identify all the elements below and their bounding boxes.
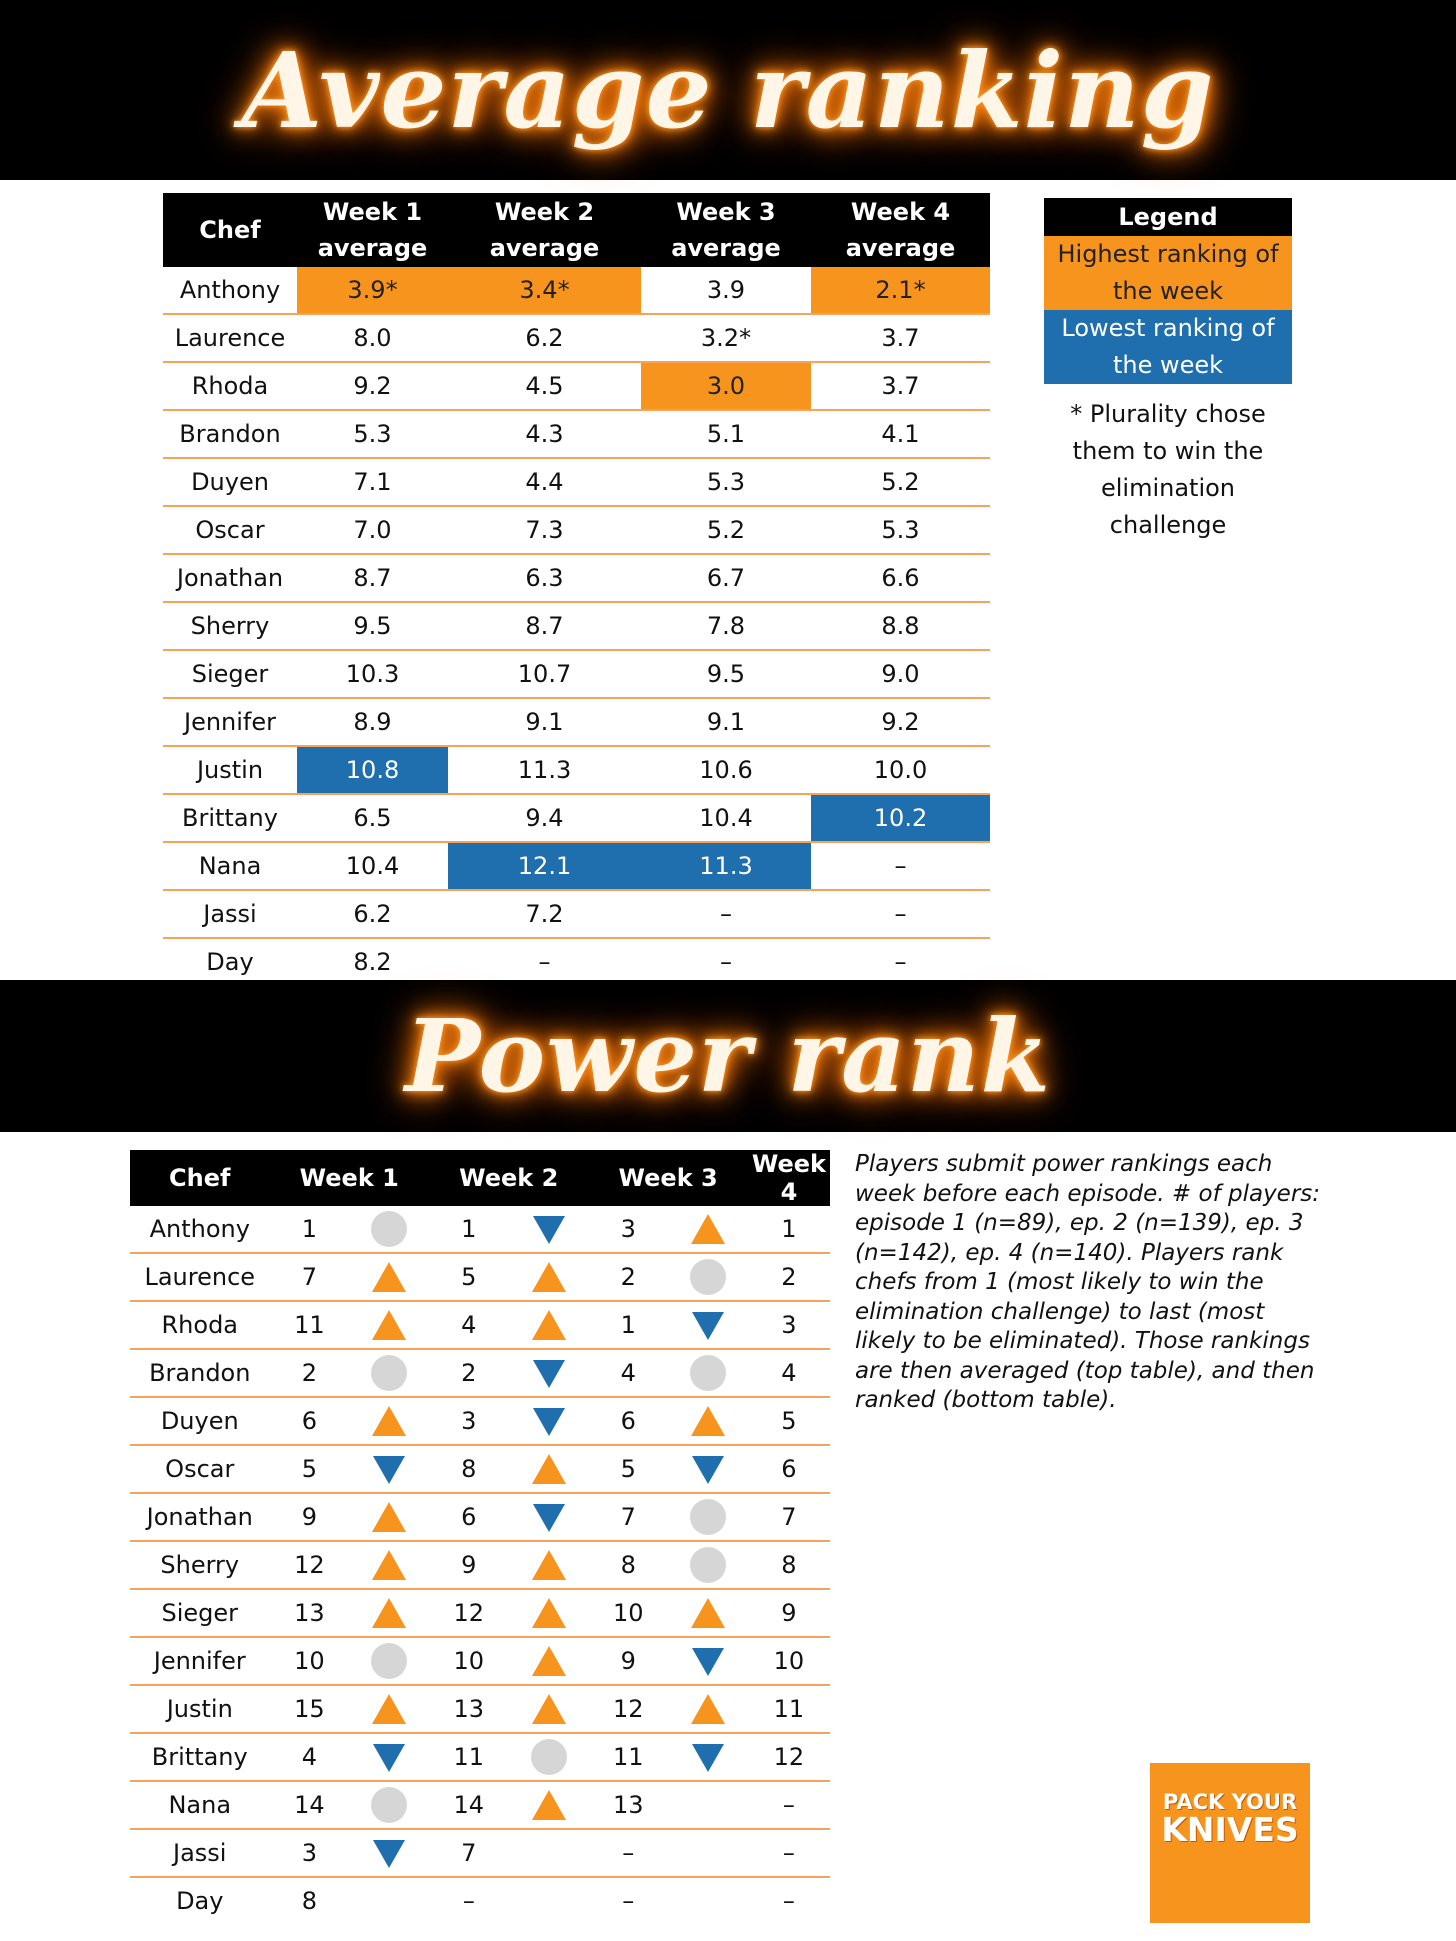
week4-average: 8.8 <box>811 602 990 650</box>
week1-rank: 13 <box>270 1589 350 1637</box>
table-row <box>130 1397 830 1445</box>
week3-average: 10.4 <box>641 794 811 842</box>
week2-average: 9.1 <box>448 698 641 746</box>
up-triangle-icon <box>372 1502 406 1532</box>
trend-marker <box>349 1589 429 1637</box>
week2-rank: 2 <box>429 1349 509 1397</box>
table-row <box>130 1206 830 1253</box>
trend-marker <box>509 1397 589 1445</box>
chef-name: Sieger <box>130 1589 270 1637</box>
average-ranking-banner <box>0 0 1456 180</box>
week3-average: 9.5 <box>641 650 811 698</box>
week1-average: 9.5 <box>297 602 448 650</box>
chef-name: Laurence <box>163 314 297 362</box>
week2-average: 10.7 <box>448 650 641 698</box>
week2-rank: 9 <box>429 1541 509 1589</box>
down-triangle-icon <box>373 1456 405 1484</box>
week3-average: 3.9 <box>641 267 811 314</box>
header-week4: Week 4 <box>748 1150 830 1206</box>
up-triangle-icon <box>691 1598 725 1628</box>
methodology-description: Players submit power rankings each week before each episode. # of players: episode 1 (n=89), ep. 2 (n=139), ep. 3 (n=142), ep. 4 (n=140). Players rank chefs from 1 (most likely to win the elimination challenge) to last (most likely to be eliminated). Those rankings are then averaged (top table), and then ranked (bottom table). <box>855 1151 1321 1413</box>
up-triangle-icon <box>532 1310 566 1340</box>
chef-name: Rhoda <box>163 362 297 410</box>
table-row <box>130 1253 830 1301</box>
trend-empty <box>509 1829 589 1877</box>
table-row <box>163 267 990 314</box>
chef-name: Sherry <box>130 1541 270 1589</box>
week2-rank: 11 <box>429 1733 509 1781</box>
header-week1: Week 1 average <box>297 193 448 267</box>
week2-average: 4.5 <box>448 362 641 410</box>
header-week4: Week 4 average <box>811 193 990 267</box>
week3-rank: 9 <box>588 1637 668 1685</box>
chef-name: Duyen <box>130 1397 270 1445</box>
up-triangle-icon <box>691 1214 725 1244</box>
table-row <box>130 1589 830 1637</box>
chef-name: Nana <box>130 1781 270 1829</box>
week2-rank: – <box>462 1887 475 1915</box>
week2-average: 8.7 <box>448 602 641 650</box>
chef-name: Rhoda <box>130 1301 270 1349</box>
legend-lowest: Lowest ranking of the week <box>1044 310 1292 384</box>
chef-name: Justin <box>163 746 297 794</box>
trend-marker <box>509 1589 589 1637</box>
down-triangle-icon <box>692 1456 724 1484</box>
chef-name: Jennifer <box>130 1637 270 1685</box>
week2-average: – <box>538 948 551 976</box>
week3-average: 3.2* <box>641 314 811 362</box>
week1-average: 5.3 <box>297 410 448 458</box>
trend-marker <box>509 1685 589 1733</box>
week4-rank: 10 <box>748 1637 830 1685</box>
chef-name: Oscar <box>163 506 297 554</box>
week2-rank: 12 <box>429 1589 509 1637</box>
week2-rank: 1 <box>429 1206 509 1253</box>
week2-rank: 7 <box>429 1829 509 1877</box>
no-change-circle-icon <box>690 1355 726 1391</box>
legend-title: Legend <box>1044 198 1292 236</box>
week3-rank: 4 <box>588 1349 668 1397</box>
trend-marker <box>349 1781 429 1829</box>
down-triangle-icon <box>533 1216 565 1244</box>
table-header-row <box>130 1150 830 1206</box>
week1-average: 3.9* <box>297 267 448 314</box>
up-triangle-icon <box>372 1310 406 1340</box>
table-row <box>130 1349 830 1397</box>
up-triangle-icon <box>372 1262 406 1292</box>
power-rank-title: Power rank <box>405 997 1051 1115</box>
week1-rank: 14 <box>270 1781 350 1829</box>
week1-average: 9.2 <box>297 362 448 410</box>
no-change-circle-icon <box>371 1643 407 1679</box>
week4-rank: 11 <box>748 1685 830 1733</box>
week2-rank: 4 <box>429 1301 509 1349</box>
week3-average: – <box>720 948 732 976</box>
week3-average: 7.8 <box>641 602 811 650</box>
week2-average: 3.4* <box>448 267 641 314</box>
week1-rank: 11 <box>270 1301 350 1349</box>
week2-rank: 13 <box>429 1685 509 1733</box>
week3-average: – <box>641 890 811 938</box>
week1-average: 6.2 <box>297 890 448 938</box>
legend-highest: Highest ranking of the week <box>1044 236 1292 310</box>
chef-name: Sieger <box>163 650 297 698</box>
up-triangle-icon <box>532 1790 566 1820</box>
power-rank-banner <box>0 980 1456 1132</box>
table-row <box>163 746 990 794</box>
pack-your-knives-logo <box>1150 1763 1310 1923</box>
week3-rank: 2 <box>588 1253 668 1301</box>
logo-line1: PACK YOUR <box>1162 1790 1298 1814</box>
up-triangle-icon <box>532 1694 566 1724</box>
no-change-circle-icon <box>371 1211 407 1247</box>
week2-rank: 6 <box>429 1493 509 1541</box>
trend-marker <box>349 1253 429 1301</box>
chef-name: Jennifer <box>163 698 297 746</box>
week2-rank: 10 <box>429 1637 509 1685</box>
trend-marker <box>668 1685 748 1733</box>
table-row <box>163 890 990 938</box>
average-ranking-title: Average ranking <box>241 28 1215 152</box>
chef-name: Brittany <box>130 1733 270 1781</box>
up-triangle-icon <box>532 1262 566 1292</box>
table-row <box>163 698 990 746</box>
week1-average: 7.0 <box>297 506 448 554</box>
header-week2: Week 2 <box>429 1150 588 1206</box>
up-triangle-icon <box>691 1406 725 1436</box>
no-change-circle-icon <box>690 1547 726 1583</box>
week3-average: 5.2 <box>641 506 811 554</box>
week4-average: 6.6 <box>811 554 990 602</box>
chef-name: Brandon <box>130 1349 270 1397</box>
header-week2: Week 2 average <box>448 193 641 267</box>
week2-rank: 5 <box>429 1253 509 1301</box>
week1-average: 7.1 <box>297 458 448 506</box>
week3-average: 6.7 <box>641 554 811 602</box>
chef-name: Jonathan <box>163 554 297 602</box>
trend-empty <box>668 1877 748 1924</box>
chef-name: Day <box>176 1887 224 1915</box>
week4-average: 10.0 <box>811 746 990 794</box>
trend-marker <box>349 1685 429 1733</box>
trend-marker <box>509 1253 589 1301</box>
chef-name: Jonathan <box>130 1493 270 1541</box>
trend-marker <box>509 1493 589 1541</box>
up-triangle-icon <box>532 1598 566 1628</box>
week4-rank: 3 <box>748 1301 830 1349</box>
up-triangle-icon <box>372 1406 406 1436</box>
table-row <box>163 458 990 506</box>
week1-average: 6.5 <box>297 794 448 842</box>
week4-average: 9.0 <box>811 650 990 698</box>
power-rank-table <box>130 1150 830 1924</box>
up-triangle-icon <box>372 1550 406 1580</box>
week3-rank: – <box>588 1829 668 1877</box>
week4-average: – <box>811 842 990 890</box>
week4-rank: 12 <box>748 1733 830 1781</box>
week2-average: 6.2 <box>448 314 641 362</box>
trend-marker <box>349 1541 429 1589</box>
table-row <box>163 362 990 410</box>
trend-marker <box>509 1301 589 1349</box>
table-row <box>130 1733 830 1781</box>
up-triangle-icon <box>691 1694 725 1724</box>
no-change-circle-icon <box>371 1355 407 1391</box>
down-triangle-icon <box>533 1504 565 1532</box>
week1-rank: 3 <box>270 1829 350 1877</box>
trend-marker <box>509 1541 589 1589</box>
week4-average: 9.2 <box>811 698 990 746</box>
trend-marker <box>668 1253 748 1301</box>
week3-rank: 8 <box>588 1541 668 1589</box>
week2-average: 7.3 <box>448 506 641 554</box>
header-week3: Week 3 average <box>641 193 811 267</box>
trend-marker <box>349 1301 429 1349</box>
table-row <box>163 410 990 458</box>
trend-marker <box>509 1445 589 1493</box>
chef-name: Anthony <box>130 1206 270 1253</box>
week4-rank: 6 <box>748 1445 830 1493</box>
down-triangle-icon <box>533 1408 565 1436</box>
week2-rank: 14 <box>429 1781 509 1829</box>
chef-name: Anthony <box>163 267 297 314</box>
table-header-row <box>163 193 990 267</box>
table-row <box>130 1445 830 1493</box>
week3-rank: 12 <box>588 1685 668 1733</box>
week1-rank: 10 <box>270 1637 350 1685</box>
week3-rank: 1 <box>588 1301 668 1349</box>
trend-marker <box>349 1733 429 1781</box>
chef-name: Justin <box>130 1685 270 1733</box>
down-triangle-icon <box>533 1360 565 1388</box>
up-triangle-icon <box>532 1550 566 1580</box>
trend-marker <box>668 1349 748 1397</box>
week1-average: 8.0 <box>297 314 448 362</box>
week1-rank: 8 <box>301 1887 318 1915</box>
chef-name: Brandon <box>163 410 297 458</box>
table-row <box>163 314 990 362</box>
week1-average: 10.3 <box>297 650 448 698</box>
up-triangle-icon <box>532 1646 566 1676</box>
week1-average: 10.8 <box>297 746 448 794</box>
trend-marker <box>509 1637 589 1685</box>
trend-marker <box>349 1206 429 1253</box>
up-triangle-icon <box>372 1694 406 1724</box>
week3-rank: 5 <box>588 1445 668 1493</box>
week1-rank: 5 <box>270 1445 350 1493</box>
week1-rank: 2 <box>270 1349 350 1397</box>
chef-name: Sherry <box>163 602 297 650</box>
trend-marker <box>349 1445 429 1493</box>
week4-rank: 5 <box>748 1397 830 1445</box>
week4-average: 5.3 <box>811 506 990 554</box>
week3-rank: – <box>622 1887 635 1915</box>
week3-average: 3.0 <box>641 362 811 410</box>
week2-average: 4.3 <box>448 410 641 458</box>
trend-marker <box>349 1637 429 1685</box>
no-change-circle-icon <box>531 1739 567 1775</box>
chef-name: Nana <box>163 842 297 890</box>
chef-name: Oscar <box>130 1445 270 1493</box>
week3-rank: 3 <box>588 1206 668 1253</box>
trend-marker <box>349 1349 429 1397</box>
trend-marker <box>668 1206 748 1253</box>
trend-marker <box>349 1397 429 1445</box>
table-row <box>130 1301 830 1349</box>
week2-average: 9.4 <box>448 794 641 842</box>
week1-rank: 1 <box>270 1206 350 1253</box>
up-triangle-icon <box>532 1454 566 1484</box>
table-row <box>130 1877 830 1924</box>
chef-name: Laurence <box>130 1253 270 1301</box>
trend-marker <box>668 1637 748 1685</box>
week4-rank: 1 <box>748 1206 830 1253</box>
week1-rank: 9 <box>270 1493 350 1541</box>
table-row <box>163 602 990 650</box>
week4-average: 2.1* <box>811 267 990 314</box>
trend-marker <box>668 1589 748 1637</box>
trend-marker <box>668 1541 748 1589</box>
week1-rank: 6 <box>270 1397 350 1445</box>
chef-name: Brittany <box>163 794 297 842</box>
week3-rank: 13 <box>588 1781 668 1829</box>
week4-rank: 4 <box>748 1349 830 1397</box>
week3-rank: 7 <box>588 1493 668 1541</box>
week4-rank: – <box>748 1829 830 1877</box>
logo-line2: KNIVES <box>1161 1810 1299 1849</box>
header-week3: Week 3 <box>588 1150 747 1206</box>
week3-average: 9.1 <box>641 698 811 746</box>
no-change-circle-icon <box>371 1787 407 1823</box>
week3-average: 11.3 <box>641 842 811 890</box>
trend-marker <box>509 1349 589 1397</box>
week4-average: – <box>894 948 907 976</box>
week1-average: 10.4 <box>297 842 448 890</box>
week4-rank: – <box>782 1887 795 1915</box>
down-triangle-icon <box>692 1648 724 1676</box>
trend-empty <box>668 1829 748 1877</box>
trend-marker <box>668 1301 748 1349</box>
table-row <box>163 650 990 698</box>
week3-rank: 11 <box>588 1733 668 1781</box>
week4-average: 3.7 <box>811 314 990 362</box>
week3-average: 5.3 <box>641 458 811 506</box>
header-chef: Chef <box>130 1150 270 1206</box>
table-row <box>130 1637 830 1685</box>
table-row <box>130 1781 830 1829</box>
table-row <box>163 506 990 554</box>
table-row <box>130 1493 830 1541</box>
week3-rank: 10 <box>588 1589 668 1637</box>
week1-rank: 15 <box>270 1685 350 1733</box>
chef-name: Jassi <box>130 1829 270 1877</box>
week1-average: 8.2 <box>353 948 392 976</box>
table-row <box>163 938 990 985</box>
week2-rank: 3 <box>429 1397 509 1445</box>
trend-marker <box>509 1781 589 1829</box>
legend <box>1044 198 1292 544</box>
week2-average: 11.3 <box>448 746 641 794</box>
week1-average: 8.9 <box>297 698 448 746</box>
down-triangle-icon <box>373 1840 405 1868</box>
down-triangle-icon <box>373 1744 405 1772</box>
week4-rank: 7 <box>748 1493 830 1541</box>
trend-marker <box>509 1206 589 1253</box>
table-row <box>163 842 990 890</box>
trend-empty <box>509 1877 589 1924</box>
week4-rank: 9 <box>748 1589 830 1637</box>
week4-average: – <box>811 890 990 938</box>
week4-average: 5.2 <box>811 458 990 506</box>
down-triangle-icon <box>692 1744 724 1772</box>
table-row <box>130 1541 830 1589</box>
chef-name: Day <box>206 948 254 976</box>
week1-rank: 12 <box>270 1541 350 1589</box>
trend-empty <box>349 1877 429 1924</box>
trend-marker <box>668 1445 748 1493</box>
week4-rank: – <box>748 1781 830 1829</box>
trend-marker <box>668 1493 748 1541</box>
trend-marker <box>509 1733 589 1781</box>
trend-marker <box>349 1829 429 1877</box>
down-triangle-icon <box>692 1312 724 1340</box>
chef-name: Jassi <box>163 890 297 938</box>
trend-marker <box>668 1397 748 1445</box>
table-row <box>130 1685 830 1733</box>
week2-average: 6.3 <box>448 554 641 602</box>
trend-empty <box>668 1781 748 1829</box>
trend-marker <box>349 1493 429 1541</box>
average-ranking-table <box>163 193 990 985</box>
up-triangle-icon <box>372 1598 406 1628</box>
week2-average: 7.2 <box>448 890 641 938</box>
no-change-circle-icon <box>690 1259 726 1295</box>
no-change-circle-icon <box>690 1499 726 1535</box>
week1-rank: 4 <box>270 1733 350 1781</box>
trend-marker <box>668 1733 748 1781</box>
header-chef: Chef <box>163 193 297 267</box>
week2-average: 4.4 <box>448 458 641 506</box>
week1-rank: 7 <box>270 1253 350 1301</box>
week3-average: 5.1 <box>641 410 811 458</box>
week4-average: 10.2 <box>811 794 990 842</box>
week1-average: 8.7 <box>297 554 448 602</box>
header-week1: Week 1 <box>270 1150 429 1206</box>
table-row <box>163 554 990 602</box>
week4-average: 3.7 <box>811 362 990 410</box>
table-row <box>163 794 990 842</box>
week4-rank: 2 <box>748 1253 830 1301</box>
week2-average: 12.1 <box>448 842 641 890</box>
table-row <box>130 1829 830 1877</box>
week4-rank: 8 <box>748 1541 830 1589</box>
legend-note: * Plurality chose them to win the elimination challenge <box>1070 400 1266 539</box>
week3-average: 10.6 <box>641 746 811 794</box>
chef-name: Duyen <box>163 458 297 506</box>
week2-rank: 8 <box>429 1445 509 1493</box>
week4-average: 4.1 <box>811 410 990 458</box>
week3-rank: 6 <box>588 1397 668 1445</box>
